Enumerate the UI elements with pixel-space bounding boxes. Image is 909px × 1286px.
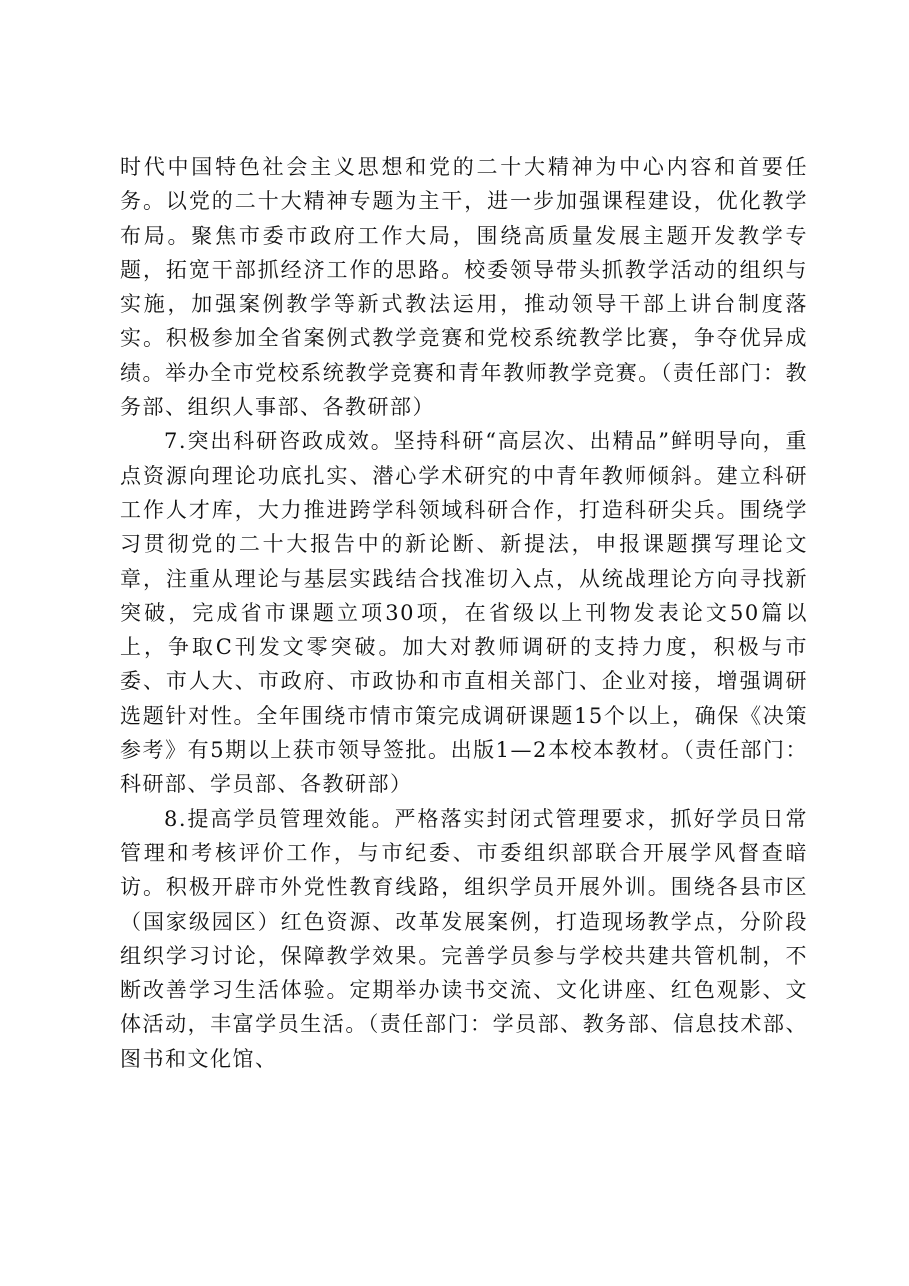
- paragraph-item-8: 8.提高学员管理效能。严格落实封闭式管理要求，抓好学员日常管理和考核评价工作，与市纪委、市委组织部联合开展学风督查暗访。积极开辟市外党性教育线路，组织学员开展外训。围绕各县市区（国家级园区）红色资源、改革发展案例，打造现场教学点，分阶段组织学习讨论，保障教学效果。完善学员参与学校共建共管机制，不断改善学习生活体验。定期举办读书交流、文化讲座、红色观影、文体活动，丰富学员生活。（责任部门：学员部、教务部、信息技术部、图书和文化馆、: [120, 806, 808, 1071]
- paragraph-item-7: 7.突出科研咨政成效。坚持科研“高层次、出精品”鲜明导向，重点资源向理论功底扎实、潜心学术研究的中青年教师倾斜。建立科研工作人才库，大力推进跨学科领域科研合作，打造科研尖兵。围绕学习贯彻党的二十大报告中的新论断、新提法，申报课题撰写理论文章，注重从理论与基层实践结合找准切入点，从统战理论方向寻找新突破，完成省市课题立项30项，在省级以上刊物发表论文50篇以上，争取C刊发文零突破。加大对教师调研的支持力度，积极与市委、市人大、市政府、市政协和市直相关部门、企业对接，增强调研选题针对性。全年围绕市情市策完成调研课题15个以上，确保《决策参考》有5期以上获市领导签批。出版1—2本校本教材。（责任部门：科研部、学员部、各教研部）: [120, 429, 808, 797]
- paragraph-continuation: 时代中国特色社会主义思想和党的二十大精神为中心内容和首要任务。以党的二十大精神专题为主干，进一步加强课程建设，优化教学布局。聚焦市委市政府工作大局，围绕高质量发展主题开发教学专题，拓宽干部抓经济工作的思路。校委领导带头抓教学活动的组织与实施，加强案例教学等新式教法运用，推动领导干部上讲台制度落实。积极参加全省案例式教学竞赛和党校系统教学比赛，争夺优异成绩。举办全市党校系统教学竞赛和青年教师教学竞赛。（责任部门：教务部、组织人事部、各教研部）: [120, 155, 808, 420]
- document-page: [120, 150, 808, 1076]
